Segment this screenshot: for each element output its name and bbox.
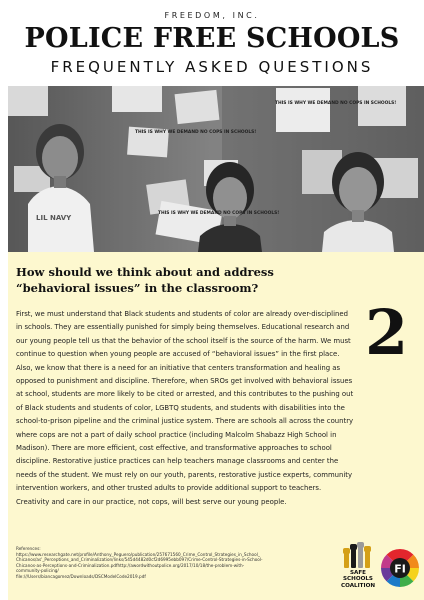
poster-text-3: THIS IS WHY WE DEMAND NO COPS IN SCHOOLS!	[158, 211, 280, 216]
question-number: 2	[365, 296, 409, 369]
fi-logo-text: FI	[394, 562, 406, 576]
ssc-text-line: SAFE	[349, 570, 366, 576]
page-subtitle: FREQUENTLY ASKED QUESTIONS	[50, 58, 374, 76]
shirt-text: LIL NAVY	[36, 214, 72, 222]
reference-link[interactable]: Chicanos-as-Perceptions-and-Criminalization.pdfhttp://awordwithoutpolice.org/2017/10/18/the-problem-with-	[16, 562, 245, 568]
header	[0, 0, 424, 86]
ssc-text-line: COALITION	[340, 582, 376, 589]
poster-text-2: THIS IS WHY WE DEMAND NO COPS IN SCHOOLS!	[275, 101, 397, 106]
faq-content	[8, 252, 424, 600]
raised-fists-icon	[336, 542, 380, 570]
reference-link[interactable]: Chicanos/as'_Perceptions_and_Criminalization/links/545d4482d0cf2d6995ebb097/Crime-Control-Strategies-in-School-	[16, 557, 263, 562]
references	[16, 546, 334, 579]
reference-link[interactable]: community-policing/	[16, 568, 59, 573]
org-name: FREEDOM, INC.	[164, 11, 260, 20]
reference-link[interactable]: file:///Users/biancagomez/Downloads/DSCModelCode2019.pdf	[16, 573, 146, 579]
header-photo	[8, 86, 424, 252]
faq-question: How should we think about and address “behavioral issues” in the classroom?	[16, 265, 274, 295]
references-label: References:	[16, 546, 41, 551]
faq-answer: First, we must understand that Black students and students of color are already over-disciplined in schools. They are essentially punished for simply being themselves. Educational research and our young people tell us that the behavior of the school itself is the source of the harm. We must continue to question when young people are accused of “behavioral issues” in the first place. Also, we know that there is a need for an initiative that centers transformation and healing as opposed to punishment and discipline. Therefore, when SROs get involved with behavioral issues at school, students are more likely to be cited or arrested, and this contributes to the pushing out of Black students and students of color, LGBTQ students, and students with disabilities into the school-to-prison pipeline and the criminal justice system. There are schools all across the country where cops are not a part of daily school practice (including Malcolm Shabazz High School in Madison). There are more efficient, cost effective, and transformative approaches to school discipline. Restorative justice practices can help teachers manage classrooms and center the needs of the student. We must rely on our youth, parents, restorative justice experts, community intervention workers, and other trusted adults to provide additional support to teachers. Creativity and care in our practice, not cops, will best serve our young people.	[16, 310, 354, 506]
page-title: POLICE FREE SCHOOLS	[24, 23, 400, 54]
poster-text-1: THIS IS WHY WE DEMAND NO COPS IN SCHOOLS!	[135, 130, 257, 135]
safe-schools-coalition-logo	[336, 542, 380, 596]
reference-link[interactable]: https://www.researchgate.net/profile/Anthony_Peguero/publication/257671560_Crime_Control_Strategies_in_School_	[16, 551, 260, 557]
freedom-inc-logo	[380, 548, 420, 588]
ssc-text-line: SCHOOLS	[343, 576, 373, 583]
